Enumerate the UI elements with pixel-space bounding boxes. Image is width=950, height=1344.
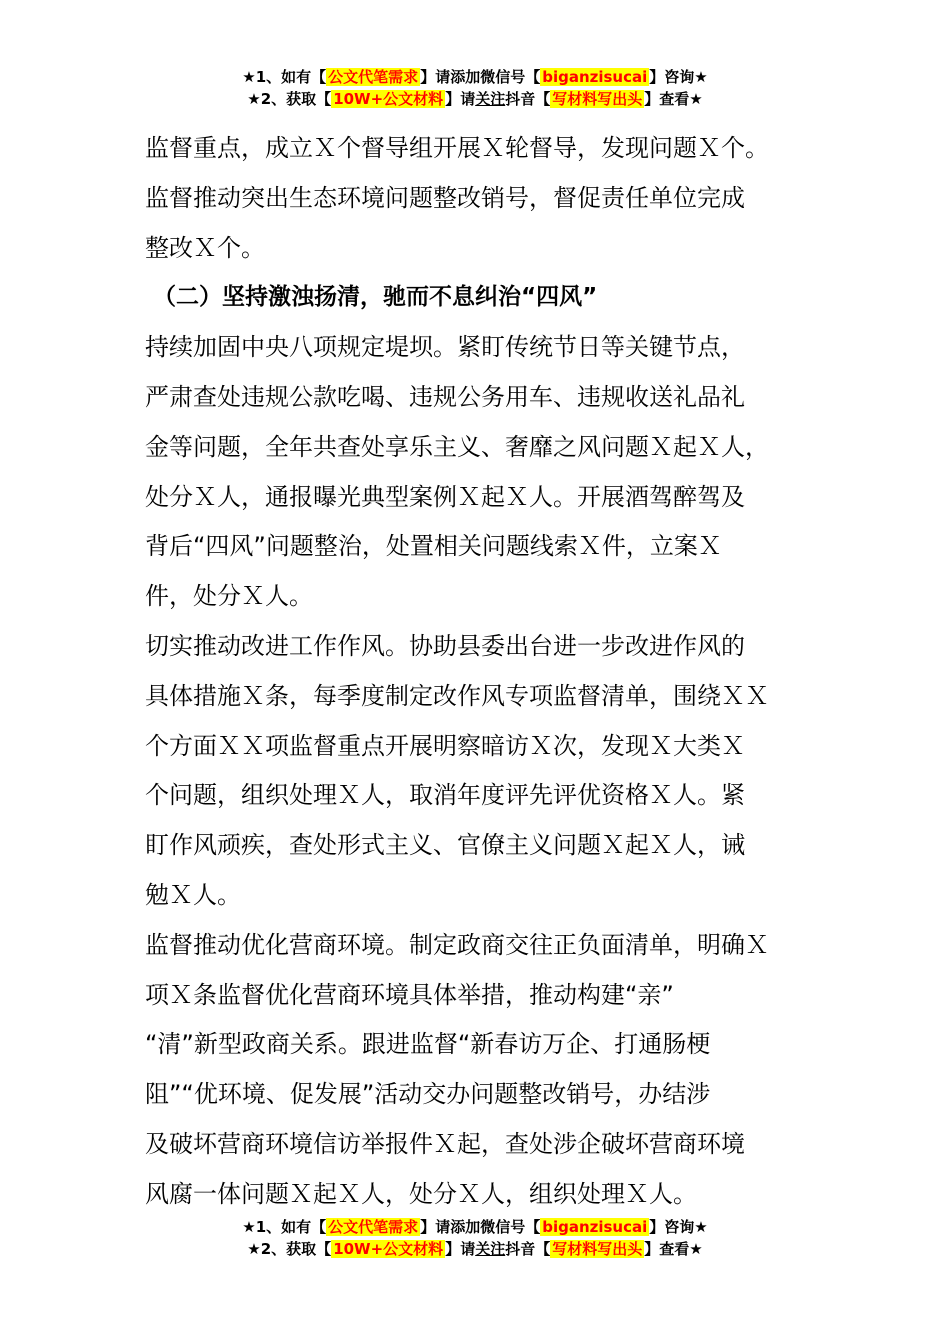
promo-text: ★1、如有【	[242, 68, 327, 86]
promo-line-2	[0, 88, 950, 110]
promo-text: ★1、如有【	[242, 1218, 327, 1236]
document-body	[145, 124, 810, 1220]
top-promo-banner	[0, 66, 950, 110]
promo-text: ★2、获取【	[247, 1240, 332, 1258]
promo-text: ★2、获取【	[247, 90, 332, 108]
wechat-id-highlight: biganzisucai	[542, 1218, 648, 1236]
promo-highlight: 公文代笔需求	[328, 68, 419, 86]
promo-highlight: 10W+公文材料	[333, 90, 444, 108]
promo-line-1	[0, 66, 950, 88]
promo-text: 】查看★	[644, 1240, 703, 1258]
promo-line-1	[0, 1216, 950, 1238]
promo-text: 】请	[445, 1240, 476, 1258]
paragraph-2: 持续加固中央八项规定堤坝。紧盯传统节日等关键节点， 严肃查处违规公款吃喝、违规公务用车、违规收送礼品礼 金等问题，全年共查处享乐主义、奢靡之风问题Ｘ起Ｘ人， 处分Ｘ人，通报曝光典型案例Ｘ起Ｘ人。开展酒驾醉驾及 背后“四风”问题整治，处置相关问题线索Ｘ件，立案Ｘ 件，处分Ｘ人。	[145, 333, 769, 611]
promo-text: 抖音【	[505, 90, 551, 108]
promo-highlight: 10W+公文材料	[333, 1240, 444, 1258]
promo-underlined-text: 关注	[475, 90, 506, 108]
douyin-id-highlight: 写材料写出头	[552, 90, 643, 108]
promo-line-2	[0, 1238, 950, 1260]
promo-highlight: 公文代笔需求	[328, 1218, 419, 1236]
promo-text: 】请添加微信号【	[420, 68, 541, 86]
promo-text: 】查看★	[644, 90, 703, 108]
promo-text: 】咨询★	[649, 68, 708, 86]
promo-text: 抖音【	[505, 1240, 551, 1258]
promo-underlined-text: 关注	[475, 1240, 506, 1258]
douyin-id-highlight: 写材料写出头	[552, 1240, 643, 1258]
paragraph-3: 切实推动改进工作作风。协助县委出台进一步改进作风的 具体措施Ｘ条，每季度制定改作风专项监督清单，围绕ＸＸ 个方面ＸＸ项监督重点开展明察暗访Ｘ次，发现Ｘ大类Ｘ 个问题，组织处理Ｘ人，取消年度评先评优资格Ｘ人。紧 盯作风顽疾，查处形式主义、官僚主义问题Ｘ起Ｘ人，诫 勉Ｘ人。	[145, 631, 769, 909]
promo-text: 】咨询★	[649, 1218, 708, 1236]
paragraph-4: 监督推动优化营商环境。制定政商交往正负面清单，明确Ｘ 项Ｘ条监督优化营商环境具体举措，推动构建“亲” “清”新型政商关系。跟进监督“新春访万企、打通肠梗 阻”“优环境、促发展”活动交办问题整改销号，办结涉 及破坏营商环境信访举报件Ｘ起，查处涉企破坏营商环境 风腐一体问题Ｘ起Ｘ人，处分Ｘ人，组织处理Ｘ人。	[145, 930, 769, 1208]
promo-text: 】请添加微信号【	[420, 1218, 541, 1236]
promo-text: 】请	[445, 90, 476, 108]
paragraph-1: 监督重点，成立Ｘ个督导组开展Ｘ轮督导，发现问题Ｘ个。 监督推动突出生态环境问题整改销号，督促责任单位完成 整改Ｘ个。	[145, 134, 769, 262]
wechat-id-highlight: biganzisucai	[542, 68, 648, 86]
section-heading: （二）坚持激浊扬清，驰而不息纠治“四风”	[153, 284, 598, 311]
bottom-promo-banner	[0, 1216, 950, 1260]
